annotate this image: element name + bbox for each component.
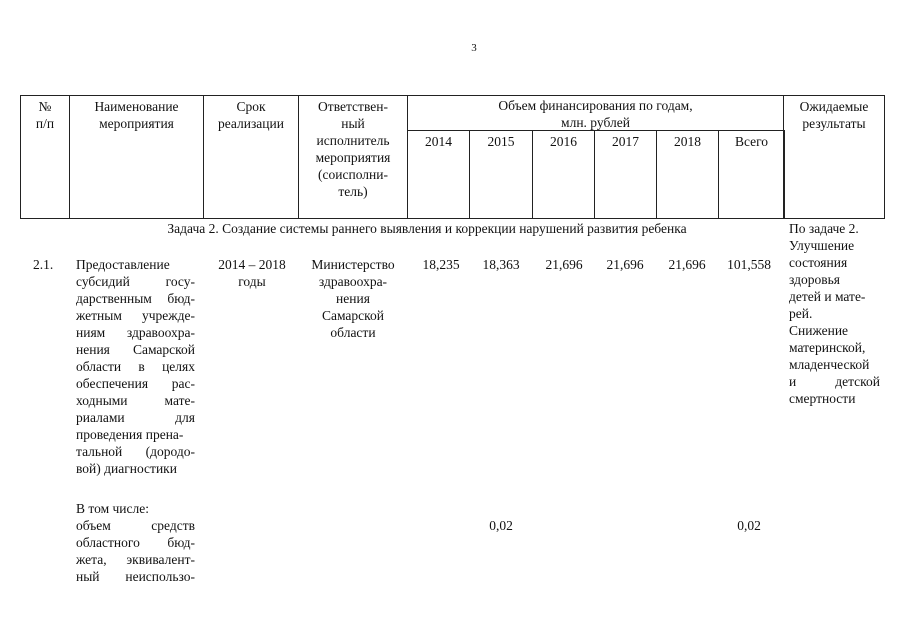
header-col-exec-line: (соисполни-	[318, 167, 388, 182]
sub-row-name-line: ный неиспользо-	[76, 569, 195, 584]
row-term	[205, 256, 299, 290]
results-line: Снижение	[789, 323, 849, 338]
row-term-line: 2014 – 2018	[218, 257, 286, 272]
results-line: материнской,	[789, 340, 866, 355]
value-2015: 18,363	[482, 257, 520, 272]
row-name-line: Предоставление	[76, 257, 170, 272]
header-col-funding	[407, 95, 784, 131]
header-col-no	[20, 95, 70, 219]
results-line: Улучшение	[789, 238, 855, 253]
header-year-total	[718, 130, 785, 219]
results-line: рей.	[789, 306, 813, 321]
header-col-funding-line: млн. рублей	[561, 115, 630, 130]
header-col-term-line: Срок	[236, 99, 266, 114]
header-col-results-line: результаты	[802, 116, 866, 131]
header-year-label: 2018	[674, 134, 701, 149]
header-col-exec-line: Ответствен-	[318, 99, 388, 114]
results-line: состояния	[789, 255, 848, 270]
value-2018: 21,696	[668, 257, 706, 272]
header-col-exec-line: ный	[341, 116, 365, 131]
results-line: здоровья	[789, 272, 840, 287]
value-2017: 21,696	[606, 257, 644, 272]
results-line: младенческой	[789, 357, 870, 372]
sub-value-total: 0,02	[737, 518, 761, 533]
header-col-name	[69, 95, 204, 219]
expected-results	[789, 220, 880, 407]
header-year-label: Всего	[734, 134, 769, 149]
header-year-2016	[532, 130, 595, 219]
header-col-exec-line: тель)	[338, 184, 368, 199]
row-executor-line: области	[330, 325, 376, 340]
header-year-label: 2016	[550, 134, 577, 149]
row-name-line: субсидий госу-	[76, 274, 195, 289]
value-2014: 18,235	[422, 257, 460, 272]
row-name	[76, 256, 195, 477]
row-executor-line: нения	[336, 291, 370, 306]
header-year-label: 2015	[487, 134, 515, 149]
header-col-funding-line: Объем финансирования по годам,	[498, 98, 693, 113]
sub-row-label: В том числе:	[76, 501, 149, 516]
row-name-line: проведения прена-	[76, 427, 184, 442]
row-name-line: ниям здравоохра-	[76, 325, 195, 340]
sub-row-name-line: объем средств	[76, 518, 195, 533]
header-col-results	[783, 95, 885, 219]
row-name-line: обеспечения рас-	[76, 376, 195, 391]
header-col-results-line: Ожидаемые	[799, 99, 869, 114]
value-2016: 21,696	[545, 257, 583, 272]
row-executor-line: Самарской	[321, 308, 385, 323]
row-name-line: дарственным бюд-	[76, 291, 195, 306]
header-year-label: 2017	[612, 134, 639, 149]
row-number: 2.1.	[33, 257, 54, 272]
header-col-exec-line: мероприятия	[315, 150, 391, 165]
value-total: 101,558	[727, 257, 771, 272]
row-name-line: жетным учрежде-	[76, 308, 195, 323]
row-name-line: нения Самарской	[76, 342, 195, 357]
results-line: детей и мате-	[789, 289, 866, 304]
sub-value-2015: 0,02	[489, 518, 513, 533]
header-col-name-line: мероприятия	[99, 116, 174, 131]
header-col-no-line: п/п	[35, 116, 55, 131]
header-col-term	[203, 95, 299, 219]
task-title: Задача 2. Создание системы раннего выявления и коррекции нарушений развития ребенка	[167, 221, 687, 236]
row-name-line: области в целях	[76, 359, 195, 374]
sub-row-name-line: областного бюд-	[76, 535, 195, 550]
header-year-2018	[656, 130, 719, 219]
results-line: смертности	[789, 391, 856, 406]
sub-row-name-line: жета, эквивалент-	[76, 552, 195, 567]
header-col-term-line: реализации	[218, 116, 284, 131]
header-col-exec-line: исполнитель	[316, 133, 390, 148]
sub-row-name	[76, 517, 195, 585]
header-year-2014	[407, 130, 470, 219]
header-year-2017	[594, 130, 657, 219]
row-name-line: риалами для	[76, 410, 195, 425]
header-year-label: 2014	[425, 134, 452, 149]
header-col-no-line: №	[38, 99, 52, 114]
row-name-line: вой) диагностики	[76, 461, 177, 476]
results-line: По задаче 2.	[789, 221, 859, 236]
row-executor	[298, 256, 408, 341]
row-term-line: годы	[238, 274, 266, 289]
page-number: 3	[471, 42, 477, 54]
row-executor-line: Министерство	[311, 257, 395, 272]
row-name-line: тальной (дородо-	[76, 444, 195, 459]
row-name-line: ходными мате-	[76, 393, 195, 408]
row-executor-line: здравоохра-	[318, 274, 388, 289]
header-year-2015	[469, 130, 533, 219]
header-col-name-line: Наименование	[94, 99, 179, 114]
results-line: и детской	[789, 374, 880, 389]
header-col-exec	[298, 95, 408, 219]
